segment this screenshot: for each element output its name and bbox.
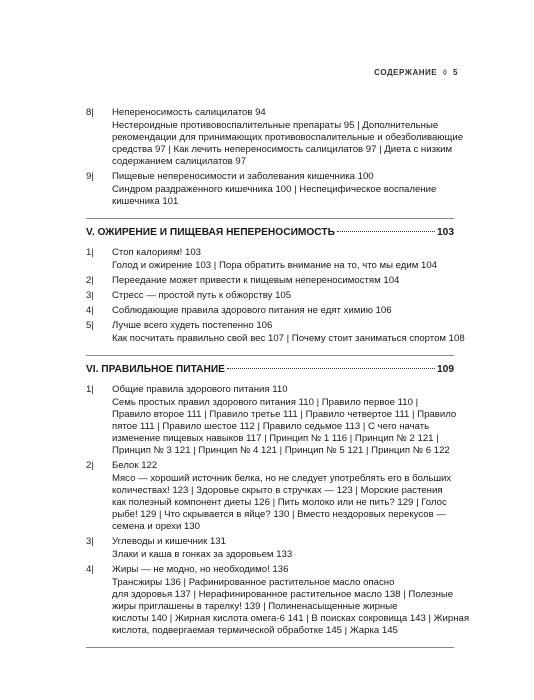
chapter-title: VI. ПРАВИЛЬНОЕ ПИТАНИЕ [86,364,225,375]
header-section-title: СОДЕРЖАНИЕ [374,68,438,77]
entry-subtopics [112,120,464,168]
entry-subtopics [112,260,454,272]
subtopic-line: для здоровья 137 | Нерафинированное растительное масло 138 | Полезные [112,589,454,600]
subtopic-line: кишечника 101 [112,196,179,207]
entry-subtopics [112,549,454,561]
toc-entry-row [86,460,454,472]
entry-title: Стоп калориям! 103 [112,247,202,258]
toc-entry [86,536,454,561]
subtopic-line: Голод и ожирение 103 | Пора обратить внимание на то, что мы едим 104 [112,260,438,271]
entry-subtopics [112,397,457,457]
subtopic-line: Злаки и каша в гонках за здоровьем 133 [112,549,293,560]
subtopic-line: Синдром раздраженного кишечника 100 | Неспецифическое воспаление [112,184,437,195]
entry-number: 9| [86,171,94,182]
chapter-heading [86,218,454,238]
subtopic-line: Семь простых правил здорового питания 110 | Правило первое 110 | [112,397,419,408]
table-of-contents [86,104,470,648]
entry-subtopics [112,184,454,208]
entry-number: 4| [86,305,94,316]
toc-entry [86,275,454,287]
subtopic-line: кислоты 140 | Жирная кислота омега-6 141 | В поисках сокровища 143 | Жирная [112,613,470,624]
entry-number: 3| [86,290,94,301]
entry-title: Стресс — простой путь к обжорству 105 [112,290,292,301]
entry-number: 2| [86,460,94,471]
chapter-heading [86,355,454,375]
toc-entry-row [86,247,454,259]
toc-entry-row [86,384,454,396]
header-page-number: 5 [453,68,458,77]
toc-entry-row [86,305,454,317]
subtopic-line: Принцип № 3 121 | Принцип № 4 121 | Принцип № 5 121 | Принцип № 6 122 [112,445,450,456]
toc-entry [86,305,454,317]
bottom-rule [86,647,454,648]
subtopic-line: жиры приглашены в тарелку! 139 | Полиненасыщенные жирные [112,601,398,612]
toc-entry [86,384,457,457]
entry-subtopics [112,333,465,345]
toc-entry [86,107,464,168]
subtopic-line: семена и орехи 130 [112,521,201,532]
entry-title: Лучше всего худеть постепенно 106 [112,320,273,331]
subtopic-line: Трансжиры 136 | Рафинированное растительное масло опасно [112,577,395,588]
subtopic-line: Нестероидные противовоспалительные препараты 95 | Дополнительные [112,120,439,131]
entry-title: Углеводы и кишечник 131 [112,536,226,547]
subtopic-line: количествах! 123 | Здоровье скрыто в стручках — 123 | Морские растения [112,485,443,496]
entry-title: Непереносимость салицилатов 94 [112,107,266,118]
toc-entry [86,290,454,302]
entry-title: Общие правила здорового питания 110 [112,384,288,395]
toc-entry-row [86,320,454,332]
entry-title: Пищевые непереносимости и заболевания кишечника 100 [112,171,374,182]
entry-title: Белок 122 [112,460,158,471]
chapter-page-number: 109 [437,364,454,375]
dot-leader [337,231,435,232]
subtopic-line: как полезный компонент диеты 126 | Пить молоко или не пить? 129 | Голос [112,497,447,508]
subtopic-line: пятое 111 | Правило шестое 112 | Правило седьмое 113 | С чего начать [112,421,430,432]
toc-entry [86,171,454,208]
subtopic-line: кислота, подвергаемая термической обработке 145 | Жарка 145 [112,625,398,636]
entry-number: 1| [86,247,94,258]
entry-number: 8| [86,107,94,118]
dot-leader [227,368,435,369]
entry-subtopics [112,577,470,637]
entry-title: Переедание может привести к пищевым непереносимостям 104 [112,275,400,286]
entry-number: 5| [86,320,94,331]
subtopic-line: изменение пищевых навыков 117 | Принцип № 1 116 | Принцип № 2 121 | [112,433,439,444]
toc-entry [86,460,454,533]
subtopic-line: рекомендации для принимающих противовоспалительные и обезболивающие [112,132,464,143]
subtopic-line: средства 97 | Как лечить непереносимость салицилатов 97 | Диета с низким [112,144,453,155]
toc-entry [86,247,454,272]
entry-number: 1| [86,384,94,395]
entry-subtopics [112,473,454,533]
chapter-title: V. ОЖИРЕНИЕ И ПИЩЕВАЯ НЕПЕРЕНОСИМОСТЬ [86,227,335,238]
toc-entry-row [86,171,454,183]
header-separator: ◊ [442,68,448,77]
chapter-page-number: 103 [437,227,454,238]
toc-entry-row [86,107,454,119]
toc-entry-row [86,275,454,287]
subtopic-line: содержанием салицилатов 97 [112,156,247,167]
toc-entry [86,320,465,345]
subtopic-line: рыбе! 129 | Что скрывается в яйце? 130 | Вместо нездоровых перекусов — [112,509,446,520]
toc-entry-row [86,536,454,548]
entry-number: 3| [86,536,94,547]
toc-entry-row [86,564,454,576]
subtopic-line: Правило второе 111 | Правило третье 111 | Правило четвертое 111 | Правило [112,409,457,420]
subtopic-line: Мясо — хороший источник белка, но не следует употреблять его в больших [112,473,452,484]
entry-number: 2| [86,275,94,286]
entry-title: Жиры — не модно, но необходимо! 136 [112,564,289,575]
toc-entry [86,564,470,637]
subtopic-line: Как посчитать правильно свой вес 107 | Почему стоит заниматься спортом 108 [112,333,465,344]
running-header [374,68,458,77]
entry-number: 4| [86,564,94,575]
entry-title: Соблюдающие правила здорового питания не едят химию 106 [112,305,392,316]
toc-entry-row [86,290,454,302]
